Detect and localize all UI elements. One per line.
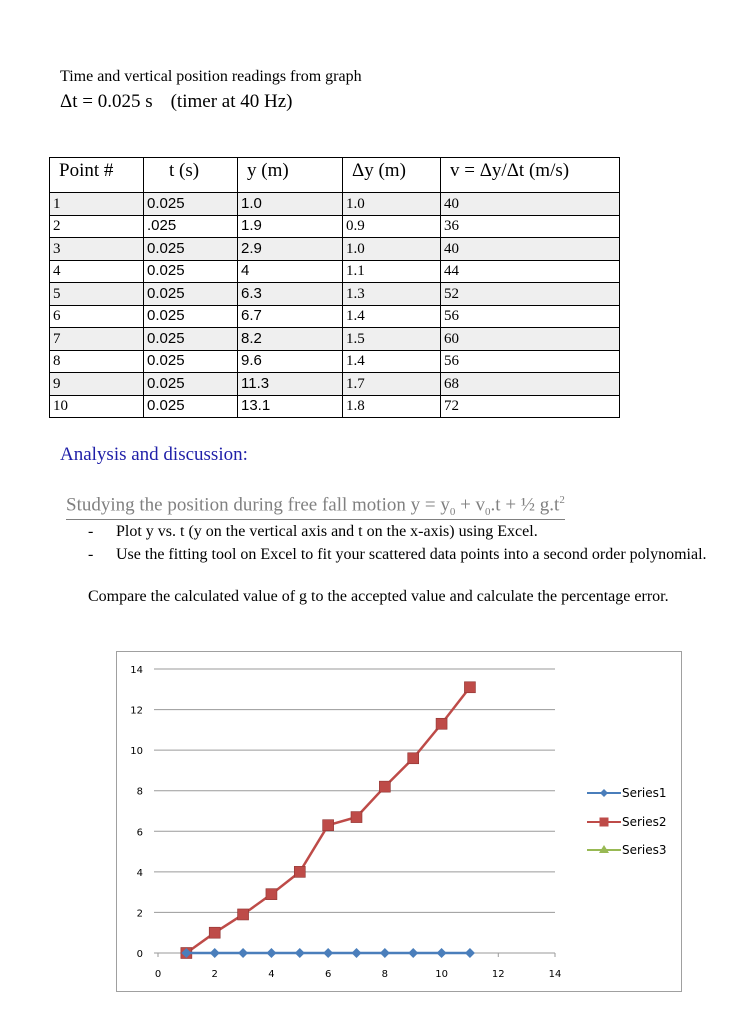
cell-dy: 1.0 (343, 238, 441, 261)
series1-point (408, 948, 418, 958)
series2-point (436, 718, 447, 729)
x-tick-label: 14 (548, 969, 562, 980)
table-row (50, 305, 620, 328)
series2-point (464, 682, 475, 693)
cell-v: 56 (441, 350, 620, 373)
cell-dy: 1.8 (343, 395, 441, 418)
cell-y: 9.6 (238, 350, 343, 373)
header-point: Point # (50, 158, 144, 193)
cell-y: 1.0 (238, 193, 343, 216)
table-row (50, 193, 620, 216)
cell-t: 0.025 (144, 328, 238, 351)
series1-point (352, 948, 362, 958)
table-row (50, 283, 620, 306)
cell-v: 56 (441, 305, 620, 328)
legend-label-series1: Series1 (622, 786, 667, 800)
cell-t: 0.025 (144, 238, 238, 261)
cell-v: 68 (441, 373, 620, 396)
cell-dy: 1.3 (343, 283, 441, 306)
x-tick-label: 8 (381, 969, 389, 980)
cell-point: 10 (50, 395, 144, 418)
timer-note: (timer at 40 Hz) (170, 91, 293, 112)
legend-marker-square (600, 818, 609, 827)
table-header-row (50, 158, 620, 193)
cell-point: 2 (50, 215, 144, 238)
studying-rest: .t + ½ g.t (490, 494, 560, 516)
series2-point (408, 753, 419, 764)
v0-subscript: 0 (485, 506, 491, 519)
cell-y: 11.3 (238, 373, 343, 396)
cell-t: 0.025 (144, 373, 238, 396)
x-tick-label: 0 (154, 969, 162, 980)
intro-delta-t (60, 91, 292, 113)
cell-v: 36 (441, 215, 620, 238)
x-tick-label: 2 (211, 969, 218, 980)
cell-dy: 1.5 (343, 328, 441, 351)
cell-y: 4 (238, 260, 343, 283)
cell-t: 0.025 (144, 305, 238, 328)
list-item (88, 543, 728, 566)
cell-dy: 1.7 (343, 373, 441, 396)
cell-dy: 0.9 (343, 215, 441, 238)
table-row (50, 260, 620, 283)
header-dy: Δy (m) (343, 158, 441, 193)
series1-point (266, 948, 276, 958)
x-tick-label: 10 (435, 969, 448, 980)
header-t: t (s) (144, 158, 238, 193)
cell-y: 8.2 (238, 328, 343, 351)
series1-point (323, 948, 333, 958)
series2-point (266, 889, 277, 900)
cell-v: 44 (441, 260, 620, 283)
cell-v: 40 (441, 238, 620, 261)
series1-point (295, 948, 305, 958)
series1-point (465, 948, 475, 958)
cell-v: 40 (441, 193, 620, 216)
legend-label-series3: Series3 (622, 843, 667, 857)
y-tick-label: 0 (136, 949, 143, 960)
delta-t-value: Δt = 0.025 s (60, 91, 153, 112)
series2-point (238, 909, 249, 920)
y-tick-label: 8 (136, 786, 143, 798)
series1-point (380, 948, 390, 958)
cell-y: 1.9 (238, 215, 343, 238)
series2-point (379, 781, 390, 792)
table-row (50, 395, 620, 418)
x-tick-label: 6 (324, 969, 332, 980)
list-bullet: - (88, 523, 94, 540)
table-row (50, 238, 620, 261)
list-item (88, 520, 728, 543)
table-row (50, 328, 620, 351)
table-row (50, 350, 620, 373)
y-tick-label: 10 (130, 746, 143, 758)
task-text: Plot y vs. t (y on the vertical axis and t on the x-axis) using Excel. (116, 523, 538, 540)
table-row (50, 373, 620, 396)
y-tick-label: 12 (130, 705, 143, 717)
legend-marker-diamond (600, 789, 608, 797)
cell-point: 1 (50, 193, 144, 216)
cell-y: 6.3 (238, 283, 343, 306)
cell-t: 0.025 (144, 395, 238, 418)
t-squared-superscript: 2 (559, 494, 565, 506)
cell-point: 4 (50, 260, 144, 283)
cell-point: 5 (50, 283, 144, 306)
analysis-heading: Analysis and discussion: (60, 444, 248, 465)
task-text: Use the fitting tool on Excel to fit your scattered data points into a second order polynomial. (116, 546, 707, 563)
cell-y: 6.7 (238, 305, 343, 328)
cell-y: 13.1 (238, 395, 343, 418)
cell-dy: 1.4 (343, 305, 441, 328)
cell-v: 60 (441, 328, 620, 351)
series2-point (209, 927, 220, 938)
series2-point (351, 812, 362, 823)
cell-point: 8 (50, 350, 144, 373)
cell-dy: 1.1 (343, 260, 441, 283)
header-v: v = Δy/Δt (m/s) (441, 158, 620, 193)
cell-t: 0.025 (144, 260, 238, 283)
cell-v: 52 (441, 283, 620, 306)
series1-point (210, 948, 220, 958)
studying-plus-v: + v (455, 494, 486, 516)
legend-label-series2: Series2 (622, 815, 667, 829)
cell-t: 0.025 (144, 350, 238, 373)
cell-point: 9 (50, 373, 144, 396)
readings-table (49, 157, 620, 418)
cell-dy: 1.4 (343, 350, 441, 373)
series2-point (323, 820, 334, 831)
list-bullet: - (88, 546, 94, 563)
cell-t: 0.025 (144, 193, 238, 216)
y-tick-label: 2 (136, 908, 143, 920)
line-chart (116, 651, 682, 992)
y-tick-label: 14 (130, 665, 143, 676)
y-tick-label: 6 (136, 827, 143, 839)
y-tick-label: 4 (136, 867, 143, 879)
studying-heading (66, 494, 565, 520)
x-tick-label: 4 (268, 969, 275, 980)
cell-point: 6 (50, 305, 144, 328)
cell-t: .025 (144, 215, 238, 238)
series1-point (238, 948, 248, 958)
chart-svg (117, 652, 683, 993)
cell-t: 0.025 (144, 283, 238, 306)
table-row (50, 215, 620, 238)
cell-v: 72 (441, 395, 620, 418)
series1-point (437, 948, 447, 958)
intro-title: Time and vertical position readings from graph (60, 68, 362, 85)
compare-instruction: Compare the calculated value of g to the accepted value and calculate the percentage error. (88, 588, 669, 605)
studying-text: Studying the position during free fall motion y = y (66, 494, 450, 516)
cell-y: 2.9 (238, 238, 343, 261)
series2-point (294, 866, 305, 877)
cell-point: 3 (50, 238, 144, 261)
cell-dy: 1.0 (343, 193, 441, 216)
cell-point: 7 (50, 328, 144, 351)
x-tick-label: 12 (491, 969, 505, 980)
task-list (88, 520, 728, 566)
header-y: y (m) (238, 158, 343, 193)
y0-subscript: 0 (449, 506, 456, 519)
